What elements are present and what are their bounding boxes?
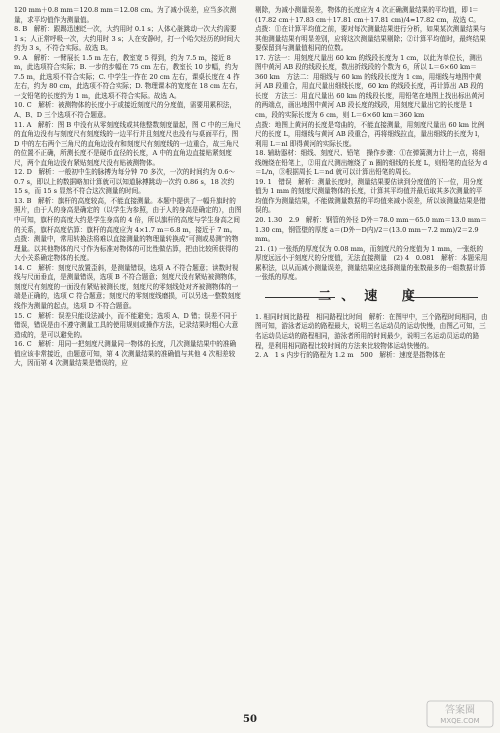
answer-11: 11. A 解析：图 B 中没有从零刻度线或其他整数刻度量起，图 C 中的三角尺的直角边没有与刻度尺有刻度线的一边平行并且刻度尺也没有与桌面平行，图 D 中的左右两个三角尺的直角边没有和刻度尺有刻度线的一边重合，故三角尺的位置不正确，所测长度不是硬币直径的长度，A 中的直角边直接贴紧刻度尺，两个直角边没有紧贴刻度尺没有贴被测物体。	[14, 120, 241, 167]
answer-8: 8. B 解析：跟踢迅速眨一次，大约用时 0.1 s；人体心脏跳动一次大约需要 1 s；人正常呼吸一次，大约用时 3 s；人在安静时，打一个哈欠经历的时间大约为 3 s，不符合实际。故选 B。	[14, 25, 240, 53]
answer-s2-2: 2. A 1 s 内步行的路程为 1.2 m 500 解析：速度是指物体在	[255, 351, 446, 360]
answer-12: 12. D 解析：一般初中生的脉搏为每分钟 70 多次，一次的时间约为 0.6～0.7 s，即以上的数据略加计算就可以知道脉搏跳动一次约 0.86 s，18 次约 15 s，而 15 s 显然不符合这次测量的时间。	[14, 168, 236, 196]
watermark-logo	[426, 700, 494, 728]
answer-s2-1: 1. 相同时间比路程 相同路程比时间 解析：在图甲中，三个路程时间相同，由图可知，游泳者运动的路程最大，说明三名运动员的运动快慢，由图乙可知，三名运动员运动的路程相同，游泳者所用的时间最少，说明三名运动员运动的路程，是利用相同路程比较时间的方法来比较物体运动快慢的。	[255, 312, 488, 350]
answer-9: 9. A 解析：一臂展长 1.5 m 左右，教室宽 5 得到，约为 7.5 m，接近 8 m，此选项符合实际；B. 一步的步幅在 75 cm 左右，教室长 10 步幅，约为 7.5 m，此选项不符合实际；C. 中学生一拃在 20 cm 左右，课桌长度在 4 拃左右，约为 80 cm，此选项不符合实际；D. 物理课本的宽度在 18 cm 左右，一支铅笔的长度约为 1 m，此选项不符合实际。故选 A。	[14, 53, 242, 100]
tip-paragraph: 点拨：地图上黄河的长度是弯曲的，不能直接测量，用刻度尺量出 60 km 比例尺的长度 L，用细线与黄河 AB 段重合，再将细线拉直，量出细线的长度为 l，利用 L＝nl 即得黄河的实际长度。	[255, 120, 485, 148]
answer-10: 10. C 解析：被测物体的长度小于或接近刻度尺的分度值，需要用累积法，A、B、D 三个选项不符合题意。	[14, 101, 237, 120]
tip-paragraph: 点拨：①在计算平均值之前，要对每次测量结果进行分析，如果某次测量结果与其他测量结果有明显差别，应将这次测量结果剔除；②计算平均值时，最终结果要保留到与测量值相同的位数。	[255, 25, 486, 53]
watermark-text-2: MXQE.COM	[440, 717, 480, 725]
watermark-text-1: 答案圈	[445, 705, 475, 716]
answer-15: 15. C 解析：误差只能设法减小，而不能避免；选项 A、D 错；误差不同于错误，错误是由不遵守测量工具的使用规则或操作方法，记录结果时粗心大意造成的，是可以避免的。	[14, 311, 239, 339]
tip-paragraph: 点拨：测量中，常用转换法将难以直接测量的物理量转换成“可测或易测”的物理量。以其他物体的尺寸作为标准对物体的可比性做估算，把由比较所获得的大小关系确定物体的长度。	[14, 235, 239, 263]
left-column	[14, 6, 242, 369]
answer-paragraph: 120 mm＋0.8 mm＝120.8 mm＝12.08 cm。为了减小误差，应当多次测量，求平均值作为测量值。	[14, 6, 237, 24]
answer-18: 18. 辅助器材：细线、刻度尺、铅笔 操作步骤：①在弹簧测力计上一点，将细线缠绕在铅笔上，②用直尺测出缠绕了 n 圈的细线的长度 L，则铅笔的直径为 d＝L/n，③根据周长 L＝nd 就可以计算出铅笔的周长。	[255, 149, 488, 177]
answer-17: 17. 方法一：用刻度尺量出 60 km 的线段长度为 1 cm，以此为单位长，测出图中黄河 AB 段的线段长度，数出折线段的个数为 6，所以 L＝6×60 km＝360 km 方法二：用细线与 60 km 的线段长度为 1 cm，用细线与地图中黄河 AB 段重合，用直尺量出细线长度，60 km 的线段长度，再计算出 AB 段的长度 方法三：用直尺量出 60 km 的线段长度，用铅笔在地图上找出标出黄河的两端点，画出地图中黄河 AB 段长度的线段，用刻度尺量出它的长度是 1 cm，段的实际长度为 6 cm，则 L＝6×60 km＝360 km	[255, 53, 485, 120]
answer-13: 13. B 解析：旗杆的高度较高，不能直接测量。本题中提供了一幅升旗时的照片，由于人的身高是确定的（以学生为参照，由于人的身高是确定的），由图中可知，旗杆的高度大约是学生身高的 4 倍，所以旗杆的高度与学生身高之间的关系，旗杆高度估算：旗杆的高度应为 4×1.7 m＝6.8 m，接近于 7 m。	[14, 196, 242, 234]
right-column	[255, 6, 488, 361]
answer-20: 20. 1.30 2.9 解析：钢管的外径 D外＝78.0 mm－65.0 mm＝13.0 mm＝1.30 cm，钢管壁的厚度 a＝(D外－D内)/2＝(13.0 mm－7.2 mm)/2＝2.9 mm。	[255, 216, 487, 244]
page-number: 50	[243, 714, 257, 725]
answer-21: 21. (1) 一张纸的厚度仅为 0.08 mm，而刻度尺的分度值为 1 mm，一张纸的厚度远远小于刻度尺的分度值，无法直接测量 (2) 4 0.081 解析：本题采用累积法，以从而减小测量误差，测量结果应选择测量的张数最多的一组数据计算一张纸的厚度。	[255, 244, 488, 282]
answer-16-continued: 剔除，为减小测量误差，物体的长度应为 4 次正确测量结果的平均值，即 l＝(17.82 cm＋17.83 cm＋17.81 cm＋17.81 cm)/4≈17.82 cm，故选 C。	[255, 6, 480, 24]
answer-19: 19. 1 错误 解析：测量长度时，测量结果要估读到分度值的下一位，用分度值为 1 mm 的刻度尺测量物体的长度，计算其平均值并最后取其多次测量的平均值作为测量结果，不能做测量数据的平均值来减小误差，所以该测量结果是错误的。	[255, 177, 486, 215]
section-title: 二、速 度	[255, 287, 488, 307]
answer-14: 14. C 解析：刻度尺放置歪斜，是测量错误，选项 A 不符合题意；读数时视线与尺面垂直，是测量错误，选项 B 不符合题意；刻度尺没有紧贴被测物体，刻度尺有刻度的一面没有紧贴被测长度，刻度尺的零刻线处对齐被测物体的一端是正确的，选项 C 符合题意；刻度尺的零刻度线磨损，可以另选一整数刻度线作为测量的起点，选项 D 不符合题意。	[14, 263, 241, 310]
answer-16: 16. C 解析：用同一把刻度尺测量同一物体的长度，几次测量结果中的准确值应该非常接近，由题意可知，第 4 次测量结果的准确值与其他 4 次相差较大，因而第 4 次测量结果是错误的，应	[14, 340, 237, 368]
